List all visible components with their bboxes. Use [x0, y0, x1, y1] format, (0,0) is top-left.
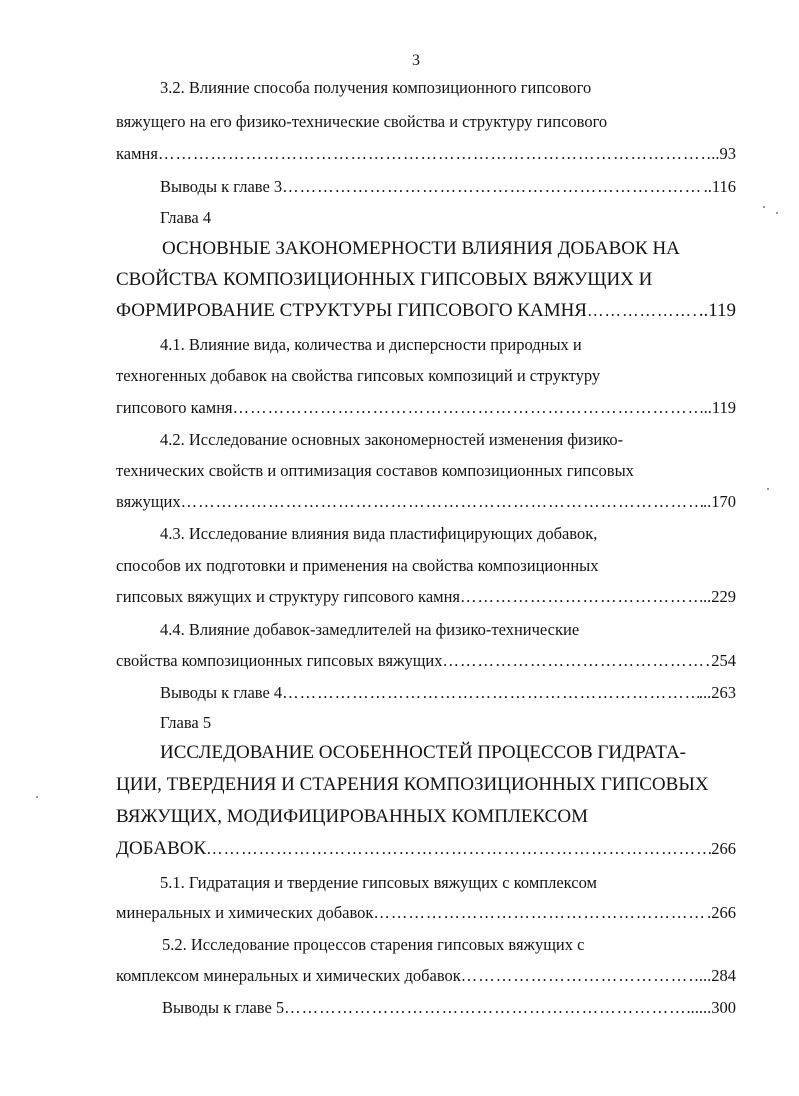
chapter-5-label: Глава 5	[160, 713, 212, 732]
toc-4-3-line-3: гипсовых вяжущих и структуру гипсового камня	[116, 587, 461, 606]
toc-5-2-line-1: 5.2. Исследование процессов старения гипсовых вяжущих с	[162, 935, 585, 954]
toc-5-2-line-2: комплексом минеральных и химических добавок	[116, 966, 461, 985]
chapter-4-title-line-1: ОСНОВНЫЕ ЗАКОНОМЕРНОСТИ ВЛИЯНИЯ ДОБАВОК НА	[162, 238, 680, 259]
scan-speck	[36, 796, 38, 798]
toc-conclusions-3	[160, 177, 736, 197]
dot-leader	[158, 144, 711, 164]
page-number: 3	[412, 52, 420, 69]
dot-leader	[461, 966, 699, 986]
toc-5-1-line-2: минеральных и химических добавок	[116, 903, 374, 922]
toc-conclusions-5	[162, 998, 736, 1018]
chapter-5-title-line-3: ВЯЖУЩИХ, МОДИФИЦИРОВАННЫХ КОМПЛЕКСОМ	[116, 806, 588, 827]
chapter-4-entry	[116, 299, 736, 323]
toc-4-2-line-2: технических свойств и оптимизация составов композиционных гипсовых	[116, 461, 634, 480]
chapter-4-label: Глава 4	[160, 208, 212, 227]
toc-conclusions-4	[160, 683, 736, 703]
chapter-4-page: ..119	[698, 300, 736, 321]
scan-speck	[776, 212, 778, 214]
dot-leader	[181, 492, 703, 512]
dot-leader	[206, 837, 711, 861]
toc-conclusions-4-title: Выводы к главе 4	[160, 683, 283, 702]
toc-5-1-page: .266	[707, 903, 736, 922]
dot-leader	[233, 398, 700, 418]
toc-5-1-entry	[116, 903, 736, 923]
toc-4-4-line-1: 4.4. Влияние добавок-замедлителей на физико-технические	[160, 620, 580, 639]
chapter-5-title-line-1: ИССЛЕДОВАНИЕ ОСОБЕННОСТЕЙ ПРОЦЕССОВ ГИДРАТА-	[160, 742, 686, 763]
toc-4-2-line-3: вяжущих	[116, 492, 181, 511]
chapter-5-title-line-4: ДОБАВОК	[116, 838, 207, 859]
dot-leader	[282, 177, 703, 197]
toc-4-3-page: ..229	[703, 587, 736, 606]
toc-4-4-line-2: свойства композиционных гипсовых вяжущих	[116, 651, 443, 670]
toc-4-2-entry	[116, 492, 736, 512]
dot-leader	[282, 683, 699, 703]
toc-3-2-line-2: вяжущего на его физико-технические свойства и структуру гипсового	[116, 112, 608, 131]
toc-4-4-entry	[116, 651, 736, 671]
toc-4-3-entry	[116, 587, 736, 607]
dot-leader	[284, 998, 686, 1018]
toc-5-2-entry	[116, 966, 736, 986]
scan-speck	[763, 206, 765, 208]
toc-conclusions-4-page: ...263	[698, 683, 736, 702]
toc-4-1-page: ...119	[699, 398, 736, 417]
toc-conclusions-3-title: Выводы к главе 3	[160, 177, 283, 196]
dot-leader	[460, 587, 703, 607]
toc-3-2-line-1: 3.2. Влияние способа получения композиционного гипсового	[160, 78, 592, 97]
toc-3-2-entry	[116, 144, 736, 164]
toc-3-2-page: ..93	[711, 144, 736, 163]
chapter-5-title-line-2: ЦИИ, ТВЕРДЕНИЯ И СТАРЕНИЯ КОМПОЗИЦИОННЫХ ГИПСОВЫХ	[116, 774, 709, 795]
dot-leader	[587, 299, 699, 323]
dot-leader	[443, 651, 712, 671]
toc-4-1-entry	[116, 398, 736, 418]
chapter-4-title-line-2: СВОЙСТВА КОМПОЗИЦИОННЫХ ГИПСОВЫХ ВЯЖУЩИХ И	[116, 269, 653, 290]
toc-4-2-page: ..170	[703, 492, 736, 511]
toc-4-3-line-2: способов их подготовки и применения на свойства композиционных	[116, 556, 599, 575]
toc-4-1-line-2: техногенных добавок на свойства гипсовых композиций и структуру	[116, 366, 601, 385]
dot-leader	[373, 903, 707, 923]
toc-5-2-page: ...284	[698, 966, 736, 985]
toc-4-1-line-3: гипсового камня	[116, 398, 233, 417]
toc-4-2-line-1: 4.2. Исследование основных закономерностей изменения физико-	[160, 430, 624, 449]
toc-4-4-page: 254	[711, 651, 736, 670]
toc-conclusions-3-page: ..116	[703, 177, 736, 196]
chapter-4-title-line-3: ФОРМИРОВАНИЕ СТРУКТУРЫ ГИПСОВОГО КАМНЯ	[116, 300, 587, 321]
toc-4-3-line-1: 4.3. Исследование влияния вида пластифицирующих добавок,	[160, 524, 598, 543]
chapter-5-page: 266	[711, 839, 736, 858]
chapter-5-entry	[116, 837, 736, 861]
scan-speck	[767, 488, 769, 490]
toc-4-1-line-1: 4.1. Влияние вида, количества и дисперсности природных и	[160, 335, 582, 354]
toc-conclusions-5-page: ......300	[686, 998, 736, 1017]
toc-5-1-line-1: 5.1. Гидратация и твердение гипсовых вяжущих с комплексом	[160, 873, 597, 892]
toc-3-2-line-3: камня	[116, 144, 158, 163]
toc-conclusions-5-title: Выводы к главе 5	[162, 998, 285, 1017]
